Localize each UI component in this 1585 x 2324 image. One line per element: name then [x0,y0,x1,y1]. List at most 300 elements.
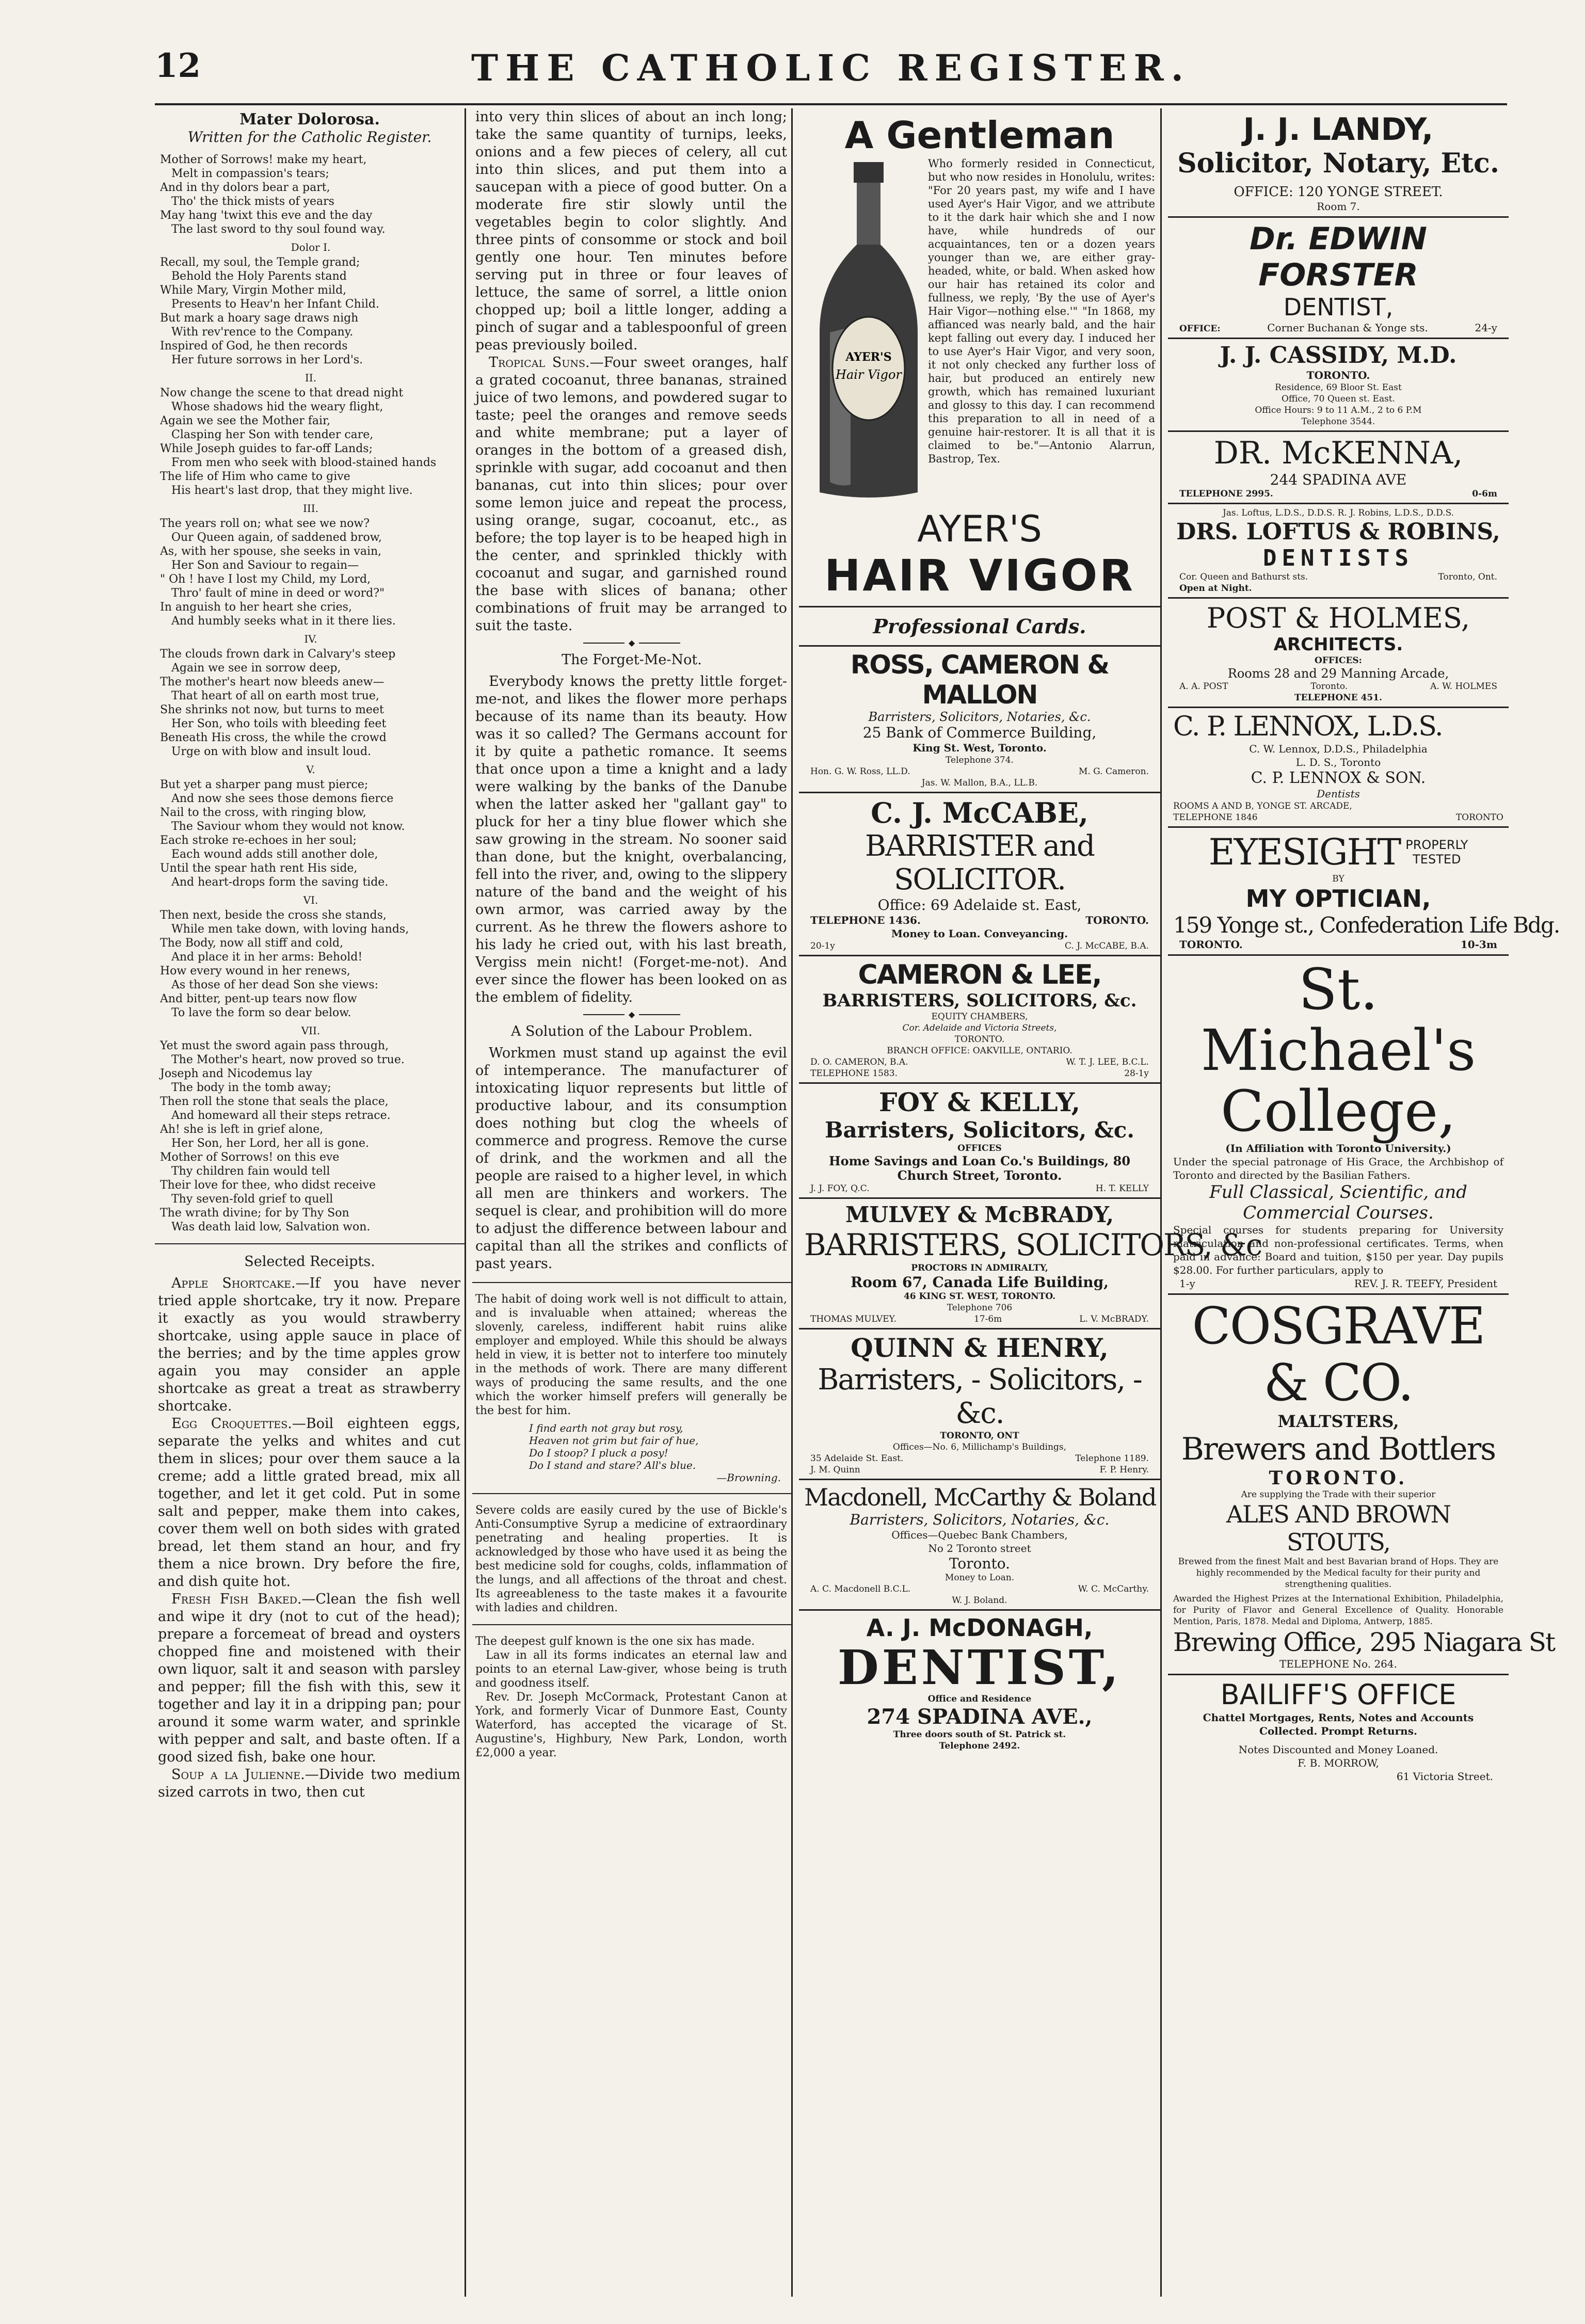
ad-signature: C. J. McCABE, B.A. [1064,941,1149,951]
ad-address: Corner Buchanan & Yonge sts. [1267,322,1428,334]
newspaper-title: THE CATHOLIC REGISTER. [471,46,1191,89]
ad-line: Office Hours: 9 to 11 A.M., 2 to 6 P.M [1255,405,1422,415]
receipts-body [155,1275,465,1801]
poem-line: Whose shadows hid the weary flight, [171,400,383,413]
ad-code: 17-6m [973,1314,1002,1324]
ad-city: TORONTO. [1085,914,1149,926]
ad-name: DR. McKENNA, [1213,435,1463,471]
ad-name: Macdonell, McCarthy & Boland [804,1483,1156,1511]
ad-name: FOY & KELLY, [878,1087,1081,1117]
poem-line: Behold the Holy Parents stand [171,270,347,283]
ad-line: (In Affiliation with Toronto University.) [1225,1142,1451,1155]
ad-telephone: TELEPHONE 1846 [1173,812,1258,823]
ad-telephone: TELEPHONE 2995. [1179,489,1273,499]
foy-kelly-ad [799,1084,1160,1199]
bottle-label-ayers: AYER'S [845,350,892,364]
ad-partner: W. T. J. LEE, B.C.L. [1066,1057,1149,1067]
poem-line: Clasping her Son with tender care, [171,428,374,441]
ad-telephone: Telephone 706 [947,1303,1013,1313]
poem-line: That heart of all on earth most true, [171,690,379,702]
ad-line: C. W. Lennox, D.D.S., Philadelphia [1249,743,1428,755]
poem-line: Yet must the sword again pass through, [160,1039,389,1052]
poem-line: The life of Him who came to give [160,470,350,483]
poem-stanza [155,502,465,628]
poem-title: Mater Dolorosa. [239,110,380,129]
ad-line: BY [1332,874,1344,884]
verse-attribution: —Browning. [716,1471,781,1484]
landy-ad [1168,108,1509,218]
poem-line: She shrinks not now, but turns to meet [160,703,384,716]
tropical-lead: Tropical Suns. [489,355,590,371]
ad-partner: A. W. HOLMES [1430,681,1497,692]
receipt-title: Soup a la Julienne. [171,1767,305,1783]
poem-body [155,153,465,1234]
ad-line: C. P. LENNOX & SON. [1251,769,1426,787]
poem-line: And humbly seeks what in it there lies. [171,615,396,628]
ornament-divider: ◆ [472,638,791,648]
poem-line: And now she sees those demons fierce [171,792,394,805]
ad-name: COSGRAVE & CO. [1192,1297,1485,1413]
mccabe-ad [799,793,1160,956]
ad-name: C. P. LENNOX, L.D.S. [1173,711,1443,742]
ad-role: BARRISTER and SOLICITOR. [865,829,1094,896]
gulf-para: The deepest gulf known is the one six has made. [475,1635,755,1648]
divider [472,1282,791,1283]
receipt-paragraph [158,1766,460,1801]
ayer-testimonial: Who formerly resided in Connecticut, but who now resides in Honolulu, writes: "For 20 years past, my wife and I have used Ayer's Hair Vigor, and we attribute to it the dark hair which she and I now have, while hundreds of our acquaintances, ten or a dozen years younger than we, are either gray-headed, white, or bald. When asked how our hair has retained its color and fullness, we reply, 'By the use of Ayer's Hair Vigor—nothing else.'" "In 1868, my affianced was nearly bald, and the hair kept falling out every day. I induced her to use Ayer's Hair Vigor, and very soon, it not only checked any further loss of hair, but produced an entirely new growth, which has remained luxuriant and glossy to this day. I can recommend this preparation to all in need of a genuine hair-restorer. It is all that it is claimed to be."—Antonio Alarrun, Bastrop, Tex. [928,157,1155,465]
mckenna-ad [1168,432,1509,504]
column-1 [155,108,466,2297]
ad-partner: W. J. Boland. [952,1595,1007,1606]
ad-line: EQUITY CHAMBERS, [931,1012,1028,1022]
poem-line: And place it in her arms: Behold! [171,951,363,964]
poem-line: Inspired of God, he then records [160,340,348,352]
ad-line: PROCTORS IN ADMIRALTY, [911,1263,1048,1273]
column-2 [472,108,793,2297]
ad-role: Solicitor, Notary, Etc. [1177,148,1499,179]
poem-line: Then roll the stone that seals the place, [160,1095,389,1108]
stanza-number: Dolor I. [291,241,331,253]
masthead [155,41,1507,105]
poem-line: While men take down, with loving hands, [171,923,409,936]
ad-city: TORONTO [1455,812,1503,823]
ad-line: Three doors south of St. Patrick st. [893,1729,1066,1740]
ad-product: ALES AND BROWN STOUTS, [1226,1500,1451,1556]
column-4 [1168,108,1560,2297]
page-number: 12 [155,46,201,85]
ad-address: Home Savings and Loan Co.'s Buildings, 80 Church Street, Toronto. [828,1153,1131,1183]
ad-code: 1-y [1179,1277,1195,1290]
ad-city: TORONTO. [1179,938,1243,951]
ad-line: Offices—Quebec Bank Chambers, [891,1529,1068,1541]
ad-signature: REV. J. R. TEEFY, President [1354,1277,1497,1290]
ad-role: Barristers, Solicitors, &c. [824,1117,1135,1143]
ad-courses: Commercial Courses. [1243,1203,1434,1223]
ad-name: DRS. LOFTUS & ROBINS, [1176,519,1500,545]
poem-line: Each stroke re-echoes in her soul; [160,834,357,847]
ad-line: Are supplying the Trade with their superior [1241,1489,1436,1500]
post-holmes-ad [1168,599,1509,708]
receipt-paragraph [158,1415,460,1591]
receipt-title: Egg Croquettes. [171,1416,292,1432]
ad-address: 274 SPADINA AVE., [867,1705,1093,1729]
ad-role: DENTIST, [1283,293,1394,321]
ad-line: Under the special patronage of His Grace, the Archbishop of Toronto and directed by the Basilian Fathers. [1173,1156,1503,1181]
ad-line: OFFICES [957,1143,1002,1153]
ad-telephone: Telephone 374. [946,755,1014,765]
ad-address: Office: 69 Adelaide st. East, [877,896,1082,913]
ad-role: BARRISTERS, SOLICITORS, &c [804,1227,1262,1262]
poem-line: Tho' the thick mists of years [171,195,334,208]
ad-code: 28-1y [1124,1068,1149,1079]
ayer-ad [799,114,1160,607]
ad-note: Open at Night. [1179,583,1252,594]
stanza-number: VI. [303,894,318,906]
receipt-text: —Clean the fish well and wipe it dry (not to cut of the head); prepare a forcemeat of bread and oysters chopped fine and moistened with their own liquor, salt it and season with parsley and pepper; fill the fish with this, sew it together and lay it in a dripping pan; pour around it some warm water, and sprinkle with pepper and salt, and baste often. If a good sized fish, bake one hour. [158,1591,460,1765]
ad-partner: M. G. Cameron. [1078,766,1149,777]
ad-partner: Hon. G. W. Ross, LL.D. [810,766,910,777]
quinn-henry-ad [799,1329,1160,1480]
poem-stanza [155,893,465,1020]
poem-line: Joseph and Nicodemus lay [160,1067,312,1080]
ad-address: Room 67, Canada Life Building, [851,1274,1109,1291]
ad-line: Notes Discounted and Money Loaned. [1238,1743,1438,1756]
ad-line: Room 7. [1317,200,1360,213]
hair-vigor-brand: HAIR VIGOR [824,550,1135,601]
ad-partner: H. T. KELLY [1095,1183,1149,1194]
mccormack-para: Rev. Dr. Joseph McCormack, Protestant Canon at York, and formerly Vicar of Dunmore East, County Waterford, has accepted the vicarage of St. Augustine's, Highbury, New Park, London, worth £2,000 a year. [475,1691,787,1759]
receipt-text: —If you have never tried apple shortcake, try it now. Prepare it exactly as you would strawberry shortcake, using apple sauce in place of the berries; and by the time apples grow again you may consider an apple shortcake as great a treat as strawberry shortcake. [158,1275,460,1414]
ad-code: 0-6m [1472,489,1497,499]
ad-name: C. J. McCABE, [871,796,1088,829]
ad-note: Money to Loan. [944,1573,1015,1583]
labour-title: A Solution of the Labour Problem. [510,1023,753,1039]
poem-line: Her Son and Saviour to regain— [171,559,359,572]
poem-line: " Oh ! have I lost my Child, my Lord, [160,573,371,586]
ad-signature: F. B. MORROW, [1298,1757,1379,1769]
ad-address: 159 Yonge st., Confederation Life Bdg. [1173,912,1560,938]
poem-line: Ah! she is left in grief alone, [160,1123,324,1136]
ad-label: OFFICE: [1179,324,1221,334]
poem-stanza [155,1024,465,1150]
poem-line: The last sword to thy soul found way. [171,223,386,236]
ayer-brand: AYER'S [917,508,1042,550]
labour-text: Workmen must stand up against the evil of intemperance. The manufacturer of intoxicating liquor represents but little of productive labour, and its consumption does nothing but clog the wheels of commerce and progress. Remove the curse of drink, and the workmen and all the people are raised to a higher level, in which all men are thinkers and workers. The sequel is clear, and prohibition will do more to adjust the difference between labour and capital than all the strikes and conflicts of past years. [475,1045,787,1272]
poem-line: Thy seven-fold grief to quell [171,1193,333,1206]
ad-city: Toronto, Ont. [1438,572,1497,582]
ad-address: OFFICE: 120 YONGE STREET. [1234,184,1443,200]
ad-line: OFFICES: [1315,655,1362,666]
poem-line: The Saviour whom they would not know. [171,820,405,833]
poem-line: Their love for thee, who didst receive [160,1179,376,1192]
ad-name: MULVEY & McBRADY, [845,1202,1114,1227]
ad-name: CAMERON & LEE, [858,959,1101,990]
ad-line: TORONTO. [954,1034,1005,1045]
poem-line: Our Queen again, of saddened brow, [171,531,382,544]
poem-line: His heart's last drop, that they might live. [171,484,413,497]
ad-line: PROPERLY [1405,838,1468,852]
poem-line: And homeward all their steps retrace. [171,1109,391,1122]
poem-line: Again we see the Mother fair, [160,414,331,427]
habit-para: The habit of doing work well is not difficult to attain, and is invaluable when attained; whereas the slovenly, careless, indifferent habit ruins alike employer and employed. While this should be always held in view, it is better not to interfere too minutely in the methods of work. There are many different ways of producing the same results, and the one which the worker himself prefers will generally be the best for him. [475,1293,787,1417]
ad-line: L. D. S., Toronto [1295,756,1381,768]
ad-code: 20-1y [810,941,835,951]
ad-city: TORONTO. [1306,369,1370,381]
ad-role: Barristers, - Solicitors, - &c. [818,1363,1142,1430]
poem-line: Each wound adds still another dole, [171,848,378,861]
poem-line: The years roll on; what see we now? [160,517,370,530]
ad-line: No 2 Toronto street [928,1542,1031,1554]
ad-partner: W. C. McCarthy. [1078,1584,1149,1594]
poem-line: Beneath His cross, the while the crowd [160,731,387,744]
tropical-text: —Four sweet oranges, half a grated cocoanut, three bananas, strained juice of two lemons, and powdered sugar to taste; peel the oranges and remove seeds and white membrane; put a layer of oranges in the bottom of a greased dish, sprinkle with sugar, add cocoanut and then bananas, cut into thin slices; pour over some lemon juice and repeat the process, using orange, sugar, cocoanut, etc., as before; the top layer is to be heaped high in the center, and sprinkled thickly with cocoanut and sugar, and garnished round the base with slices of banana; other combinations of fruit may be arranged to suit the taste. [475,355,788,634]
ad-courses: Full Classical, Scientific, and [1209,1182,1467,1203]
ad-city: TORONTO. [1269,1467,1408,1489]
poem-line: And heart-drops form the saving tide. [171,876,389,889]
stanza-number: II. [305,372,317,384]
ad-partner: J. J. FOY, Q.C. [810,1183,870,1194]
ad-line: Office, 70 Queen st. East. [1281,394,1396,404]
ad-telephone: Telephone 1189. [1075,1453,1149,1464]
ad-partner: Jas. W. Mallon, B.A., LL.B. [921,778,1038,788]
misc-notes [472,1634,791,1760]
ad-address: 46 KING ST. WEST, TORONTO. [903,1291,1056,1302]
forster-ad [1168,218,1509,339]
poem-line: To lave the form so dear below. [171,1006,351,1019]
ad-headline: EYESIGHT [1208,831,1401,873]
ad-address: Brewing Office, 295 Niagara St [1173,1627,1555,1657]
ad-name: BAILIFF'S OFFICE [1220,1678,1456,1711]
ad-role: Brewers and Bottlers [1181,1431,1496,1467]
poem-line: Mother of Sorrows! on this eve [160,1151,340,1164]
ad-line: Special courses for students preparing for University matriculation and non-professional certificates. Terms, when paid in advance: Board and tuition, $150 per year. Day pupils $28.00. For further particulars, apply to [1173,1224,1503,1276]
verse-line: Heaven not grim but fair of hue, [529,1434,699,1447]
ad-address: 25 Bank of Commerce Building, [862,724,1097,741]
poem-subtitle: Written for the Catholic Register. [187,129,432,146]
receipt-text: —Divide two medium sized carrots in two, then cut [158,1767,460,1800]
ornament-divider: ◆ [472,1009,791,1019]
tropical-suns [475,354,787,635]
poem-line: Again we see in sorrow deep, [171,662,341,675]
ayer-heading: A Gentleman [844,114,1115,157]
bailiffs-office-ad [1168,1675,1509,1786]
poem-stanza [155,632,465,759]
poem-line: Recall, my soul, the Temple grand; [160,256,360,269]
stanza-number: VII. [301,1024,321,1037]
ad-address: ROOMS A AND B, YONGE ST. ARCADE, [1173,801,1352,811]
verse-line: Do I stoop? I pluck a posy! [529,1447,668,1459]
poem-line: As, with her spouse, she seeks in vain, [160,545,382,558]
ad-name: MY OPTICIAN, [1245,885,1431,912]
ad-name: A. J. McDONAGH, [866,1614,1093,1642]
ad-telephone: TELEPHONE 451. [1294,693,1382,703]
poem-line: Nail to the cross, with ringing blow, [160,806,366,819]
ad-partners: Jas. Loftus, L.D.S., D.D.S. R. J. Robins, L.D.S., D.D.S. [1222,508,1454,518]
ad-line: Offices—No. 6, Millichamp's Buildings, [892,1442,1067,1452]
poem-stanza [155,371,465,498]
ad-line: Residence, 69 Bloor St. East [1275,382,1402,393]
poem-line: How every wound in her renews, [160,965,350,977]
stanza-number: V. [306,763,315,776]
cassidy-ad [1168,339,1509,432]
poem-stanza [155,153,465,236]
poem-line: May hang 'twixt this eve and the day [160,209,373,222]
st-michaels-college-ad [1168,956,1509,1295]
forget-me-not-body [472,673,791,1006]
cosgrave-ad [1168,1295,1555,1675]
ross-cameron-mallon-ad [799,647,1160,793]
receipt-paragraph [158,1591,460,1766]
divider [472,1624,791,1625]
receipt-paragraph [158,1275,460,1415]
poem-line: From men who seek with blood-stained hands [171,456,437,469]
poem-stanza [155,763,465,889]
habit-text [472,1292,791,1418]
ad-name: ROSS, CAMERON & MALLON [850,650,1109,710]
ad-name: St. Michael's [1200,956,1476,1083]
poem-line: Urge on with blow and insult loud. [171,745,372,758]
ad-line: TESTED [1413,852,1461,867]
eyesight-optician-ad [1168,828,1560,956]
forget-me-not-text: Everybody knows the pretty little forget-me-not, and likes the flower more perhaps because of its name than its beauty. How was it so called? The Germans account for it by quite a pathetic romance. It seems that once upon a time a knight and a lady were walking by the banks of the Danube when the latter asked her "gallant gay" to pluck for her a tiny blue flower which she saw growing in the stream. No sooner said than done, but the knight, overbalancing, fell into the river, and, owing to the slippery nature of the band and the weight of his own armor, was carried away by the current. As he threw the flowers ashore to his lady he cried out, with his last breath, Vergiss mein nicht! (Forget-me-not). And ever since the flower has been looked on as the emblem of fidelity. [475,674,787,1005]
ad-partner: J. M. Quinn [810,1465,860,1475]
poem-line: The Mother's heart, now proved so true. [171,1053,405,1066]
stanza-number: IV. [304,633,317,645]
ad-address: Cor. Queen and Bathurst sts. [1179,572,1308,582]
ad-role: DENTIST, [837,1640,1122,1695]
ad-code: 10-3m [1460,938,1497,951]
cameron-lee-ad [799,956,1160,1084]
ad-role: Barristers, Solicitors, Notaries, &c. [868,710,1091,724]
divider [472,1493,791,1494]
poem-line: The wrath divine; for by Thy Son [160,1207,349,1220]
ad-telephone: Telephone 2492. [939,1741,1020,1751]
receipt-title: Fresh Fish Baked. [171,1591,302,1607]
receipt-title: Apple Shortcake. [171,1275,296,1291]
ad-city: Toronto. [949,1555,1011,1572]
divider [155,1243,465,1244]
receipt-text: —Boil eighteen eggs, separate the yelks and whites and cut them in slices; pour over them sauce a la creme; add a little grated bread, mix all together, and let it get cold. Put in some salt and pepper, make them into cakes, cover them well on both sides with grated bread, let them stand an hour, and fry them a nice brown. Dry before the fire, and dish quite hot. [158,1416,460,1590]
lennox-ad [1168,708,1509,828]
poem-line: And bitter, pent-up tears now flow [160,992,357,1005]
ad-partner: F. P. Henry. [1099,1465,1149,1475]
poem-line: Was death laid low, Salvation won. [171,1221,371,1233]
verse-line: I find earth not gray but rosy, [529,1422,683,1434]
poem-line: Mother of Sorrows! make my heart, [160,153,367,166]
ad-note: Money to Loan. Conveyancing. [891,927,1068,940]
ad-code: 24-y [1475,322,1497,334]
ad-partner: A. C. Macdonell B.C.L. [810,1584,911,1594]
ad-partner: THOMAS MULVEY. [810,1314,896,1324]
ad-name: POST & HOLMES, [1206,602,1470,634]
poem-line: Her future sorrows in her Lord's. [171,354,363,366]
ad-name: J. J. LANDY, [1243,111,1434,148]
poem-line: While Joseph guides to far-off Lands; [160,442,373,455]
ad-role: MALTSTERS, [1277,1412,1399,1431]
poem-line: While Mary, Virgin Mother mild, [160,284,347,297]
ad-city: TORONTO, ONT [940,1431,1019,1441]
poem-line: The clouds frown dark in Calvary's steep [160,648,396,661]
ad-role: ARCHITECTS. [1273,634,1403,655]
poem-line: Then next, beside the cross she stands, [160,909,387,922]
professional-cards-heading: Professional Cards. [799,607,1160,647]
poem-line: Now change the scene to that dread night [160,387,404,399]
hair-vigor-bottle-illustration [809,162,928,503]
ad-line: Cor. Adelaide and Victoria Streets, [902,1023,1057,1033]
ad-telephone: TELEPHONE 1436. [810,914,921,926]
poem-line: Thy children fain would tell [171,1165,330,1178]
ad-role: DENTISTS [1263,545,1414,571]
ad-line: Dentists [1317,788,1360,800]
ad-partner: A. A. POST [1179,681,1228,692]
poem-line: In anguish to her heart she cries, [160,601,352,614]
ad-line: Brewed from the finest Malt and best Bavarian brand of Hops. They are highly recommended by the Medical faculty for their purity and strengthening qualities. [1178,1557,1499,1590]
soup-continued [472,108,791,635]
ad-name: Dr. EDWIN FORSTER [1249,221,1428,293]
poem-line: And in thy dolors bear a part, [160,181,330,194]
ad-name: QUINN & HENRY, [851,1333,1109,1363]
ad-line: Chattel Mortgages, Rents, Notes and Accounts Collected. Prompt Returns. [1203,1711,1474,1737]
ad-address: King St. West, Toronto. [912,742,1047,754]
poem-stanza [155,241,465,367]
macdonell-ad [799,1480,1160,1611]
poem-line: The body in the tomb away; [171,1081,331,1094]
ad-role: Barristers, Solicitors, Notaries, &c. [850,1511,1110,1528]
bickle-para: Severe colds are easily cured by the use of Bickle's Anti-Consumptive Syrup a medicine of extraordinary penetrating and healing properties. It is acknowledged by those who have used it as being the best medicine sold for coughs, colds, inflammation of the lungs, and all affections of the throat and chest. Its agreeableness to the taste makes it a favourite with ladies and children. [475,1504,787,1614]
ad-telephone: TELEPHONE No. 264. [1279,1658,1397,1670]
ad-line: BRANCH OFFICE: OAKVILLE, ONTARIO. [887,1046,1072,1056]
poem-line: As those of her dead Son she views: [171,979,379,991]
poem-line: Her Son, her Lord, her all is gone. [171,1137,370,1150]
law-para: Law in all its forms indicates an eternal law and points to an eternal Law-giver, whose being is truth and goodness itself. [475,1649,787,1690]
browning-verse [472,1422,791,1471]
poem-line: The mother's heart now bleeds anew— [160,676,385,688]
verse-line: Do I stand and stare? All's blue. [529,1459,696,1471]
ad-address: 61 Victoria Street. [1396,1770,1493,1783]
poem-line: Presents to Heav'n her Infant Child. [171,298,379,311]
labour-body [472,1045,791,1273]
forget-me-not-title: The Forget-Me-Not. [562,652,702,668]
ad-role: BARRISTERS, SOLICITORS, &c. [822,990,1137,1011]
bottle-label-hair-vigor: Hair Vigor [836,367,902,382]
poem-line: Her Son, who toils with bleeding feet [171,717,387,730]
poem-line: Until the spear hath rent His side, [160,862,358,875]
ad-name: J. J. CASSIDY, M.D. [1220,342,1457,368]
ad-address: Rooms 28 and 29 Manning Arcade, [1227,666,1449,681]
ad-name: College, [1220,1078,1456,1144]
ad-city: Toronto. [1310,681,1348,692]
stanza-number: III. [302,502,319,515]
bickle-text [472,1503,791,1615]
poem-line: But yet a sharper pang must pierce; [160,778,369,791]
soup-text: into very thin slices of about an inch long; take the same quantity of turnips, leeks, onions and a few pieces of celery, all cut into thin slices, and put them into a saucepan with a piece of good butter. On a moderate fire stir slowly until the vegetables begin to color slightly. And three pints of consomme or stock and boil gently one hour. Ten minutes before serving put in three or four leaves of lettuce, the same of sorrel, a little onion chopped up; boil a little longer, adding a pinch of sugar and a tablespoonful of green peas previously boiled. [475,109,787,353]
ad-telephone: TELEPHONE 1583. [810,1068,898,1079]
ad-address: 244 SPADINA AVE [1270,471,1407,488]
receipts-heading: Selected Receipts. [244,1254,375,1270]
ad-partner: L. V. McBRADY. [1079,1314,1149,1324]
ad-line: Office and Residence [927,1694,1032,1704]
poem-line: Thro' fault of mine in deed or word?" [171,587,385,600]
poem-stanza [155,1150,465,1234]
poem-line: But mark a hoary sage draws nigh [160,312,359,325]
mcdonagh-dentist-ad [799,1611,1160,1755]
ad-telephone: Telephone 3544. [1301,416,1375,427]
loftus-robins-ad [1168,504,1509,599]
ad-line: Awarded the Highest Prizes at the International Exhibition, Philadelphia, for Purity of Flavor and General Excellence of Quality. Honorable Mention, Paris, 1878. Medal and Diploma, Antwerp, 1885. [1173,1594,1503,1627]
poem-line: With rev'rence to the Company. [171,326,354,339]
poem-line: Melt in compassion's tears; [171,167,329,180]
poem-line: The Body, now all stiff and cold, [160,937,344,950]
